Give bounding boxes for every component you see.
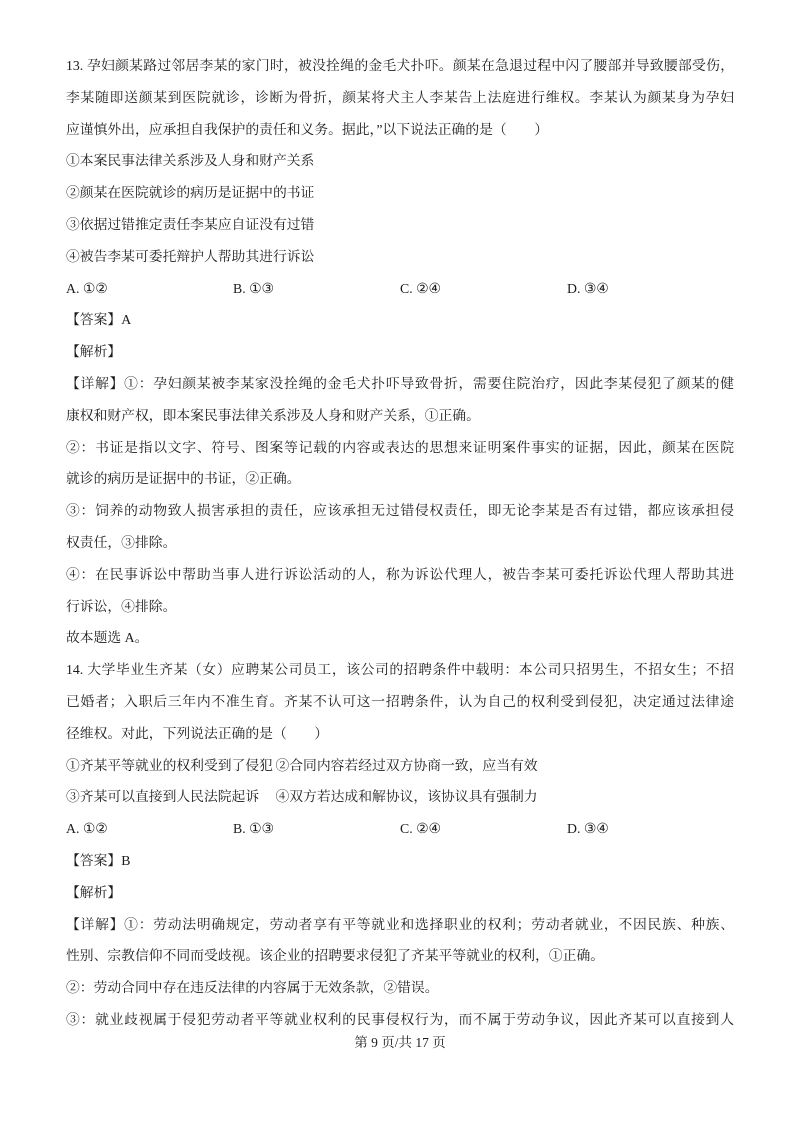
q13-answer-value: A xyxy=(121,312,132,328)
question-13 xyxy=(66,50,734,654)
q14-choice-b: B. ①③ xyxy=(233,821,274,837)
q14-stem-line-3: 径维权。对此，下列说法正确的是（ ） xyxy=(66,725,329,741)
q14-statement-1: ①齐某平等就业的权利受到了侵犯 xyxy=(66,757,273,773)
page-footer: 第 9 页/共 17 页 xyxy=(354,1034,446,1050)
q13-statement-4: ④被告李某可委托辩护人帮助其进行诉讼 xyxy=(66,248,315,264)
q13-choices-row xyxy=(66,273,734,305)
q13-stem-line-1: 13. 孕妇颜某路过邻居李某的家门时，被没拴绳的金毛犬扑吓。颜某在急退过程中闪了腰部并导致腰部受伤， xyxy=(66,58,734,73)
q14-choice-d: D. ③④ xyxy=(567,821,609,837)
q13-detail-line: ④：在民事诉讼中帮助当事人进行诉讼活动的人，称为诉讼代理人，被告李某可委托诉讼代理人帮助其进 xyxy=(66,566,734,582)
q14-statement-row-1 xyxy=(66,750,734,782)
q13-conclusion: 故本题选 A。 xyxy=(66,630,149,646)
q13-detail-line: 权责任，③排除。 xyxy=(66,534,177,550)
q14-detail-line: ③：就业歧视属于侵犯劳动者平等就业权利的民事侵权行为，而不属于劳动争议，因此齐某可以直接到人 xyxy=(66,1011,734,1027)
q14-stem-line-1: 14. 大学毕业生齐某（女）应聘某公司员工，该公司的招聘条件中载明：本公司只招男生，不招女生；不招 xyxy=(66,662,734,678)
q14-detail-line: 【详解】①：劳动法明确规定，劳动者享有平等就业和选择职业的权利；劳动者就业，不因民族、种族、 xyxy=(66,916,734,932)
q14-statement-4: ④双方若达成和解协议，该协议具有强制力 xyxy=(275,789,538,805)
q14-statement-3: ③齐某可以直接到人民法院起诉 xyxy=(66,789,260,805)
q14-detail-line: ②：劳动合同中存在违反法律的内容属于无效条款，②错误。 xyxy=(66,980,439,996)
q13-detail-line: 就诊的病历是证据中的书证，②正确。 xyxy=(66,471,301,487)
q13-statement-3: ③依据过错推定责任李某应自证没有过错 xyxy=(66,216,315,232)
q14-choices-row xyxy=(66,813,734,845)
q13-choice-a: A. ①② xyxy=(66,280,108,296)
q14-answer-label: 【答案】 xyxy=(66,852,122,868)
q13-detail-line: ②：书证是指以文字、符号、图案等记载的内容或表达的思想来证明案件事实的证据，因此，颜某在医院 xyxy=(66,439,734,455)
q13-detail-line: 康权和财产权，即本案民事法律关系涉及人身和财产关系，①正确。 xyxy=(66,407,480,423)
q14-choice-a: A. ①② xyxy=(66,821,108,837)
q14-stem-line-2: 已婚者；入职后三年内不准生育。齐某不认可这一招聘条件，认为自己的权利受到侵犯，决定通过法律途 xyxy=(66,693,734,709)
q13-choice-c: C. ②④ xyxy=(400,280,441,296)
q13-statement-2: ②颜某在医院就诊的病历是证据中的书证 xyxy=(66,185,315,201)
q13-detail-line: ③：饲养的动物致人损害承担的责任，应该承担无过错侵权责任，即无论李某是否有过错，都应该承担侵 xyxy=(66,503,734,519)
q14-statement-row-2 xyxy=(66,781,734,813)
q13-stem-line-2: 李某随即送颜某到医院就诊，诊断为骨折，颜某将犬主人李某告上法庭进行维权。李某认为颜某身为孕妇 xyxy=(66,89,734,105)
q14-answer-line xyxy=(66,845,734,877)
q13-stem-line-3: 应谨慎外出，应承担自我保护的责任和义务。据此，”以下说法正确的是（ ） xyxy=(66,121,549,137)
q14-analysis-label: 【解析】 xyxy=(66,884,122,900)
q13-answer-line xyxy=(66,304,734,336)
q13-answer-label: 【答案】 xyxy=(66,312,122,328)
q13-choice-d: D. ③④ xyxy=(567,280,609,296)
q13-choice-b: B. ①③ xyxy=(233,280,274,296)
q13-analysis-label: 【解析】 xyxy=(66,344,122,360)
q13-detail-line: 行诉讼，④排除。 xyxy=(66,598,177,614)
q13-statement-1: ①本案民事法律关系涉及人身和财产关系 xyxy=(66,153,315,169)
question-14 xyxy=(66,654,734,1036)
q14-answer-value: B xyxy=(121,852,131,868)
q14-choice-c: C. ②④ xyxy=(400,821,441,837)
q13-detail-line: 【详解】①：孕妇颜某被李某家没拴绳的金毛犬扑吓导致骨折，需要住院治疗，因此李某侵犯了颜某的健 xyxy=(66,375,734,391)
q14-statement-2: ②合同内容若经过双方协商一致，应当有效 xyxy=(275,757,538,773)
q14-detail-line: 性别、宗教信仰不同而受歧视。该企业的招聘要求侵犯了齐某平等就业的权利，①正确。 xyxy=(66,948,605,964)
